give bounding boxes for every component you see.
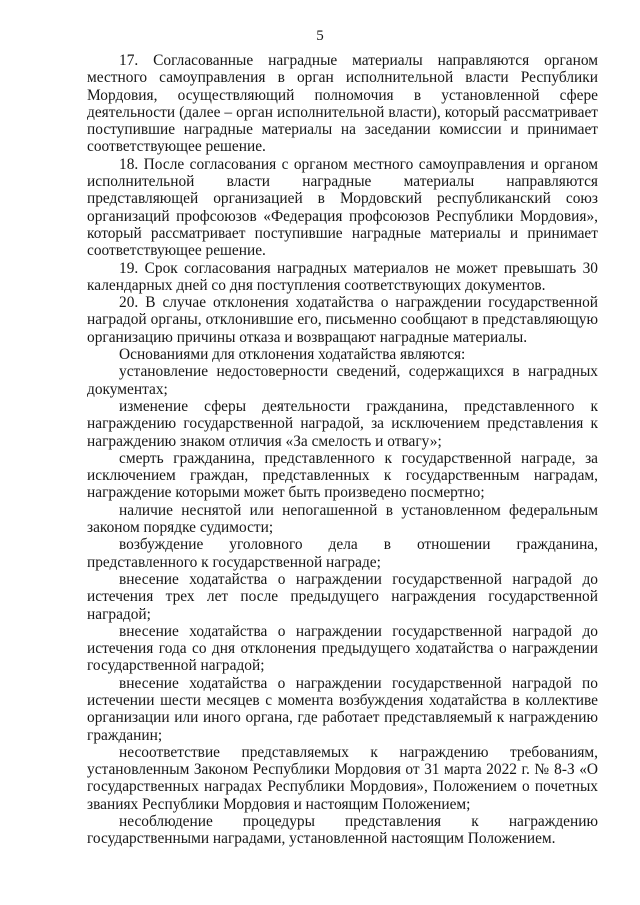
ground-item-criminal-record: наличие неснятой или непогашенной в установленном федеральным законом порядке судимости; [87,501,598,537]
ground-item-change-of-activity: изменение сферы деятельности гражданина, представленного к награждению государственной наградой, за исключением представления к награждению знаком отличия «За смелость и отвагу»; [87,397,598,450]
paragraph-20: 20. В случае отклонения ходатайства о награждении государственной наградой органы, отклонившие его, письменно сообщают в представляющую организацию причины отказа и возвращают наградные материалы. [87,294,598,346]
page-number: 5 [316,28,324,44]
ground-item-procedure-violation: несоблюдение процедуры представления к награждению государственными наградами, установленной настоящим Положением. [87,813,598,848]
ground-item-criminal-case: возбуждение уголовного дела в отношении гражданина, представленного к государственной награде; [87,536,598,571]
ground-item-noncompliance-requirements: несоответствие представляемых к награждению требованиям, установленным Законом Республики Мордовия от 31 марта 2022 г. № 8-З «О государственных наградах Республики Мордовия», Положением о почетных званиях Республики Мордовия и настоящим Положением; [87,743,598,813]
grounds-intro: Основаниями для отклонения ходатайства являются: [119,346,466,364]
ground-item-six-months: внесение ходатайства о награждении государственной наградой по истечении шести месяцев с момента возбуждения ходатайства в коллективе организации или иного органа, где работает представляемый к награждению гражданин; [87,674,598,744]
paragraph-19: 19. Срок согласования наградных материалов не может превышать 30 календарных дней со дня поступления соответствующих документов. [87,259,598,294]
ground-item-one-year: внесение ходатайства о награждении государственной наградой до истечения года со дня отклонения предыдущего ходатайства о награждении государственной наградой; [87,622,598,675]
paragraph-17: 17. Согласованные наградные материалы направляются органом местного самоуправления в орган исполнительной власти Республики Мордовия, осуществляющий полномочия в установленной сфере деятельности (далее – орган исполнительной власти), который рассматривает поступившие наградные материалы на заседании комиссии и принимает соответствующее решение. [87,52,598,156]
paragraph-18: 18. После согласования с органом местного самоуправления и органом исполнительной власти наградные материалы направляются представляющей организацией в Мордовский республиканский союз организаций профсоюзов «Федерация профсоюзов Республики Мордовия», который рассматривает поступившие наградные материалы и принимает соответствующее решение. [87,155,598,260]
ground-item-death: смерть гражданина, представленного к государственной награде, за исключением граждан, представленных к государственным наградам, награждение которыми может быть произведено посмертно; [87,449,598,502]
document-body [87,52,598,848]
ground-item-three-years: внесение ходатайства о награждении государственной наградой до истечения трех лет после предыдущего награждения государственной наградой; [87,570,598,623]
ground-item-unreliable-info: установление недостоверности сведений, содержащихся в наградных документах; [87,363,598,398]
